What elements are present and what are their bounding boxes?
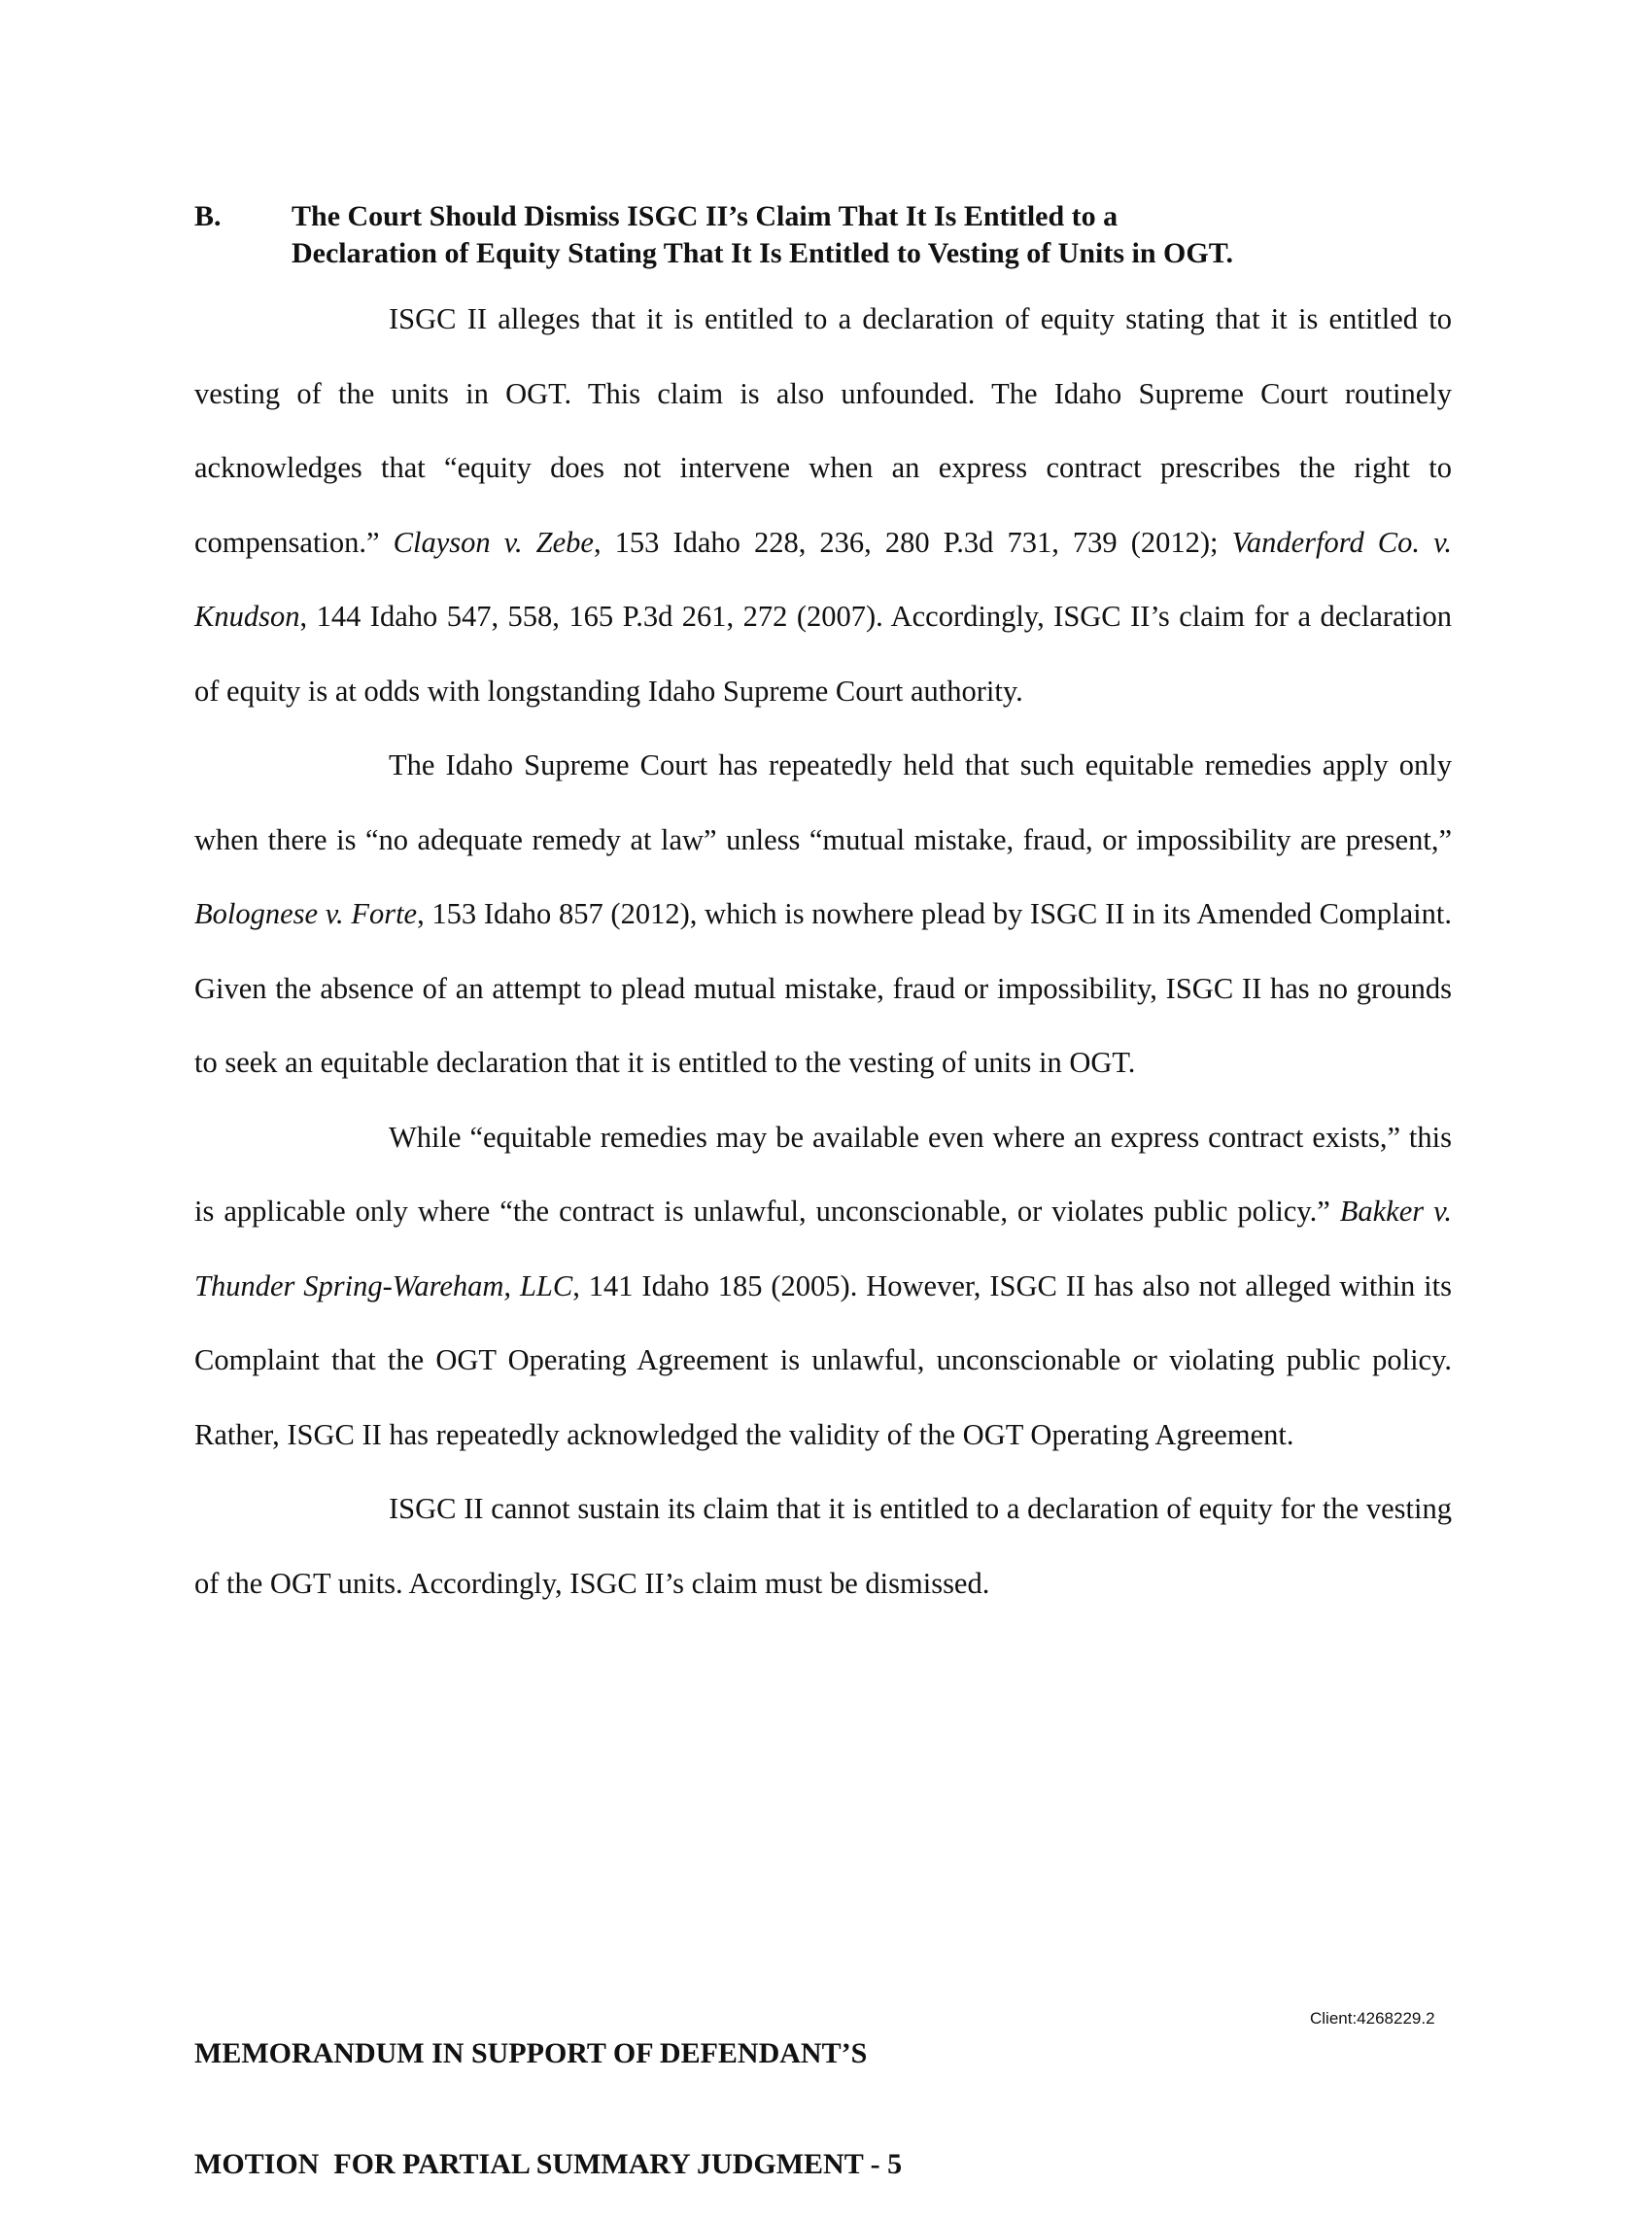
paragraph-3-text-b: , 141 Idaho 185 (2005). However, ISGC II has also not alleged within its Complaint that the OGT Operating Agreement is unlawful, unconscionable or violating public policy. Rather, ISGC II has repeatedly acknowledged the validity of the OGT Operating Agreement. — [194, 1268, 1453, 1451]
case-citation-vanderford: Vanderford Co. v. Knudson — [194, 525, 1452, 633]
footer-title-line-1: MEMORANDUM IN SUPPORT OF DEFENDANT’S — [194, 2037, 868, 2069]
paragraph-2-text-b: , 153 Idaho 857 (2012), which is nowhere plead by ISGC II in its Amended Complaint. Given the absence of an attempt to plead mutual mistake, fraud or impossibility, ISGC II has no grounds to seek an equitable declaration that it is entitled to the vesting of units in OGT. — [194, 897, 1452, 1079]
case-citation-clayson: Clayson v. Zebe — [393, 525, 594, 559]
paragraph-2 — [194, 728, 1452, 1100]
case-citation-bolognese: Bolognese v. Forte — [194, 897, 418, 930]
paragraph-1-text-c: , 144 Idaho 547, 558, 165 P.3d 261, 272 (2007). Accordingly, ISGC II’s claim for a declaration of equity is at odds with longstanding Idaho Supreme Court authority. — [194, 600, 1452, 708]
document-body — [194, 282, 1452, 1620]
paragraph-4-text-a: ISGC II cannot sustain its claim that it is entitled to a declaration of equity for the vesting of the OGT units. Accordingly, ISGC II’s claim must be dismissed. — [194, 1492, 1452, 1600]
section-heading — [194, 198, 1458, 272]
paragraph-3 — [194, 1100, 1452, 1473]
paragraph-1 — [194, 282, 1452, 728]
footer-title-line-2: MOTION FOR PARTIAL SUMMARY JUDGMENT - 5 — [194, 2148, 903, 2180]
paragraph-1-text-a: ISGC II alleges that it is entitled to a declaration of equity stating that it is entitled to vesting of the units in OGT. This claim is also unfounded. The Idaho Supreme Court routinely acknowledges that “equity does not intervene when an express contract prescribes the right to compensation.” — [194, 302, 1452, 559]
section-title — [292, 198, 1458, 272]
paragraph-4 — [194, 1472, 1452, 1620]
paragraph-1-text-b: , 153 Idaho 228, 236, 280 P.3d 731, 739 (2012); — [593, 525, 1232, 559]
paragraph-2-text-a: The Idaho Supreme Court has repeatedly held that such equitable remedies apply only when there is “no adequate remedy at law” unless “mutual mistake, fraud, or impossibility are present,” — [194, 748, 1452, 856]
section-title-line-2: Declaration of Equity Stating That It Is Entitled to Vesting of Units in OGT. — [292, 237, 1234, 269]
section-title-line-1: The Court Should Dismiss ISGC II’s Claim That It Is Entitled to a — [292, 200, 1119, 232]
section-letter: B. — [194, 200, 222, 232]
footer-document-title — [194, 1961, 902, 2220]
footer-client-id: Client:4268229.2 — [1310, 2009, 1435, 2028]
case-citation-bakker: Bakker v. Thunder Spring-Wareham, LLC — [194, 1195, 1452, 1302]
paragraph-3-text-a: While “equitable remedies may be available even where an express contract exists,” this is applicable only where “the contract is unlawful, unconscionable, or violates public policy.” — [194, 1120, 1452, 1228]
